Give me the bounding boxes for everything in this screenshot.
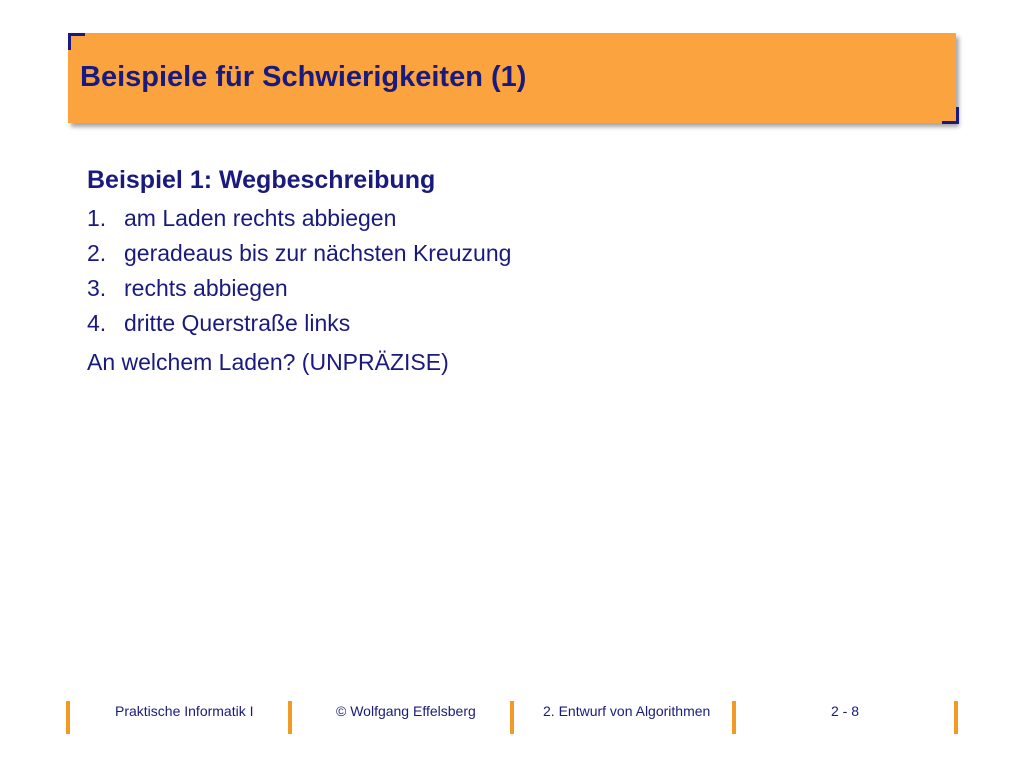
step-item [87,201,947,236]
footer-divider [288,701,292,734]
footer-divider [510,701,514,734]
footer-author: © Wolfgang Effelsberg [336,703,476,719]
step-number: 2. [87,240,107,266]
conclusion-text: An welchem Laden? (UNPRÄZISE) [87,349,449,375]
title-corner-top-left [68,33,85,50]
steps-list [87,201,947,341]
step-text: dritte Querstraße links [124,310,351,336]
step-item [87,271,947,306]
step-text: geradeaus bis zur nächsten Kreuzung [124,240,512,266]
title-corner-bottom-right [942,107,959,124]
title-banner [68,33,956,123]
step-item [87,306,947,341]
slide-content [87,166,947,380]
step-number: 3. [87,275,107,301]
step-number: 1. [87,205,107,231]
footer-divider [732,701,736,734]
step-text: rechts abbiegen [124,275,288,301]
slide-title: Beispiele für Schwierigkeiten (1) [80,61,527,93]
step-item [87,236,947,271]
step-text: am Laden rechts abbiegen [124,205,397,231]
example-heading: Beispiel 1: Wegbeschreibung [87,166,436,194]
footer-page-number: 2 - 8 [831,703,860,719]
footer-divider [954,701,958,734]
footer-course: Praktische Informatik I [115,703,254,719]
footer-divider [66,701,70,734]
step-number: 4. [87,310,107,336]
footer-chapter: 2. Entwurf von Algorithmen [543,703,711,719]
